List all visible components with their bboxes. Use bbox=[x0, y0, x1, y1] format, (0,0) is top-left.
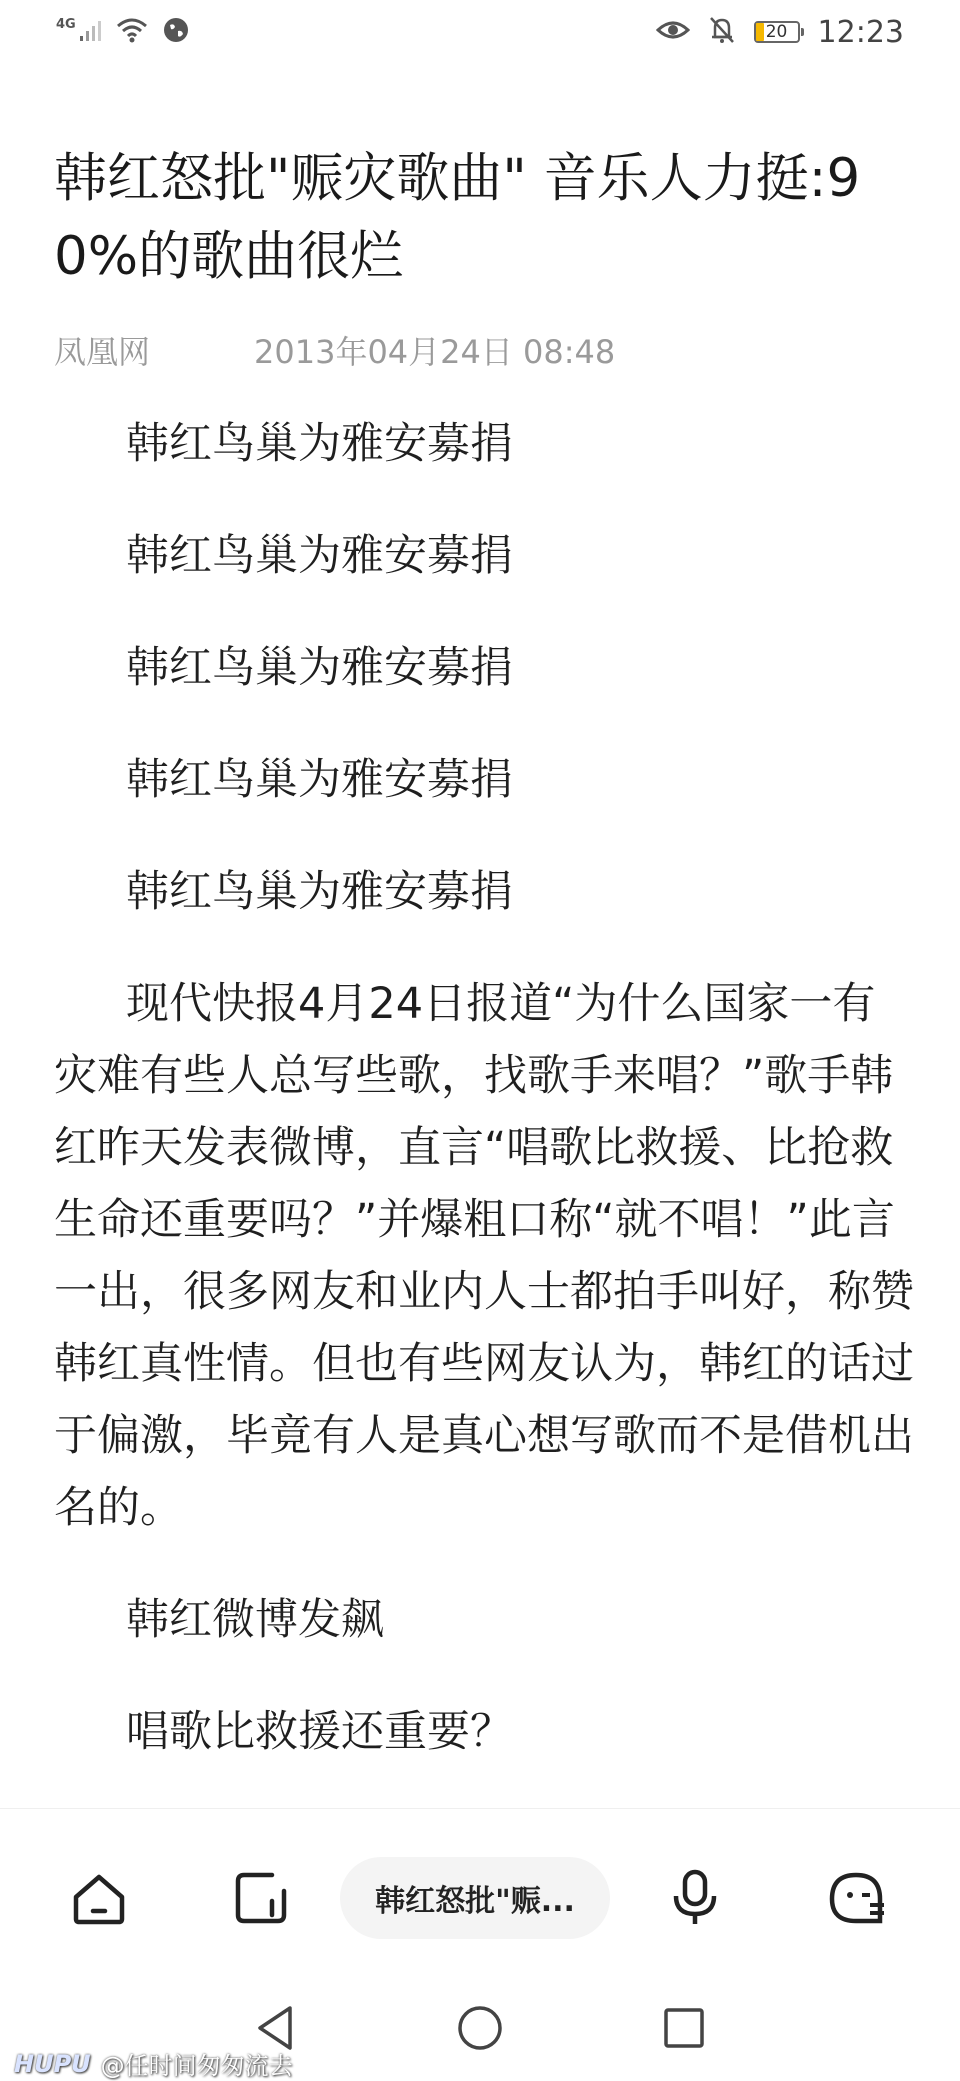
recents-icon[interactable] bbox=[654, 1998, 714, 2058]
wifi-icon bbox=[116, 17, 148, 47]
network-type: 4G bbox=[56, 16, 76, 32]
watermark bbox=[14, 2046, 293, 2081]
bell-off-icon bbox=[708, 15, 736, 49]
battery-level: 20 bbox=[765, 22, 788, 42]
article-title: 韩红怒批"赈灾歌曲" 音乐人力挺:90%的歌曲很烂 bbox=[54, 148, 861, 287]
tabs-icon[interactable] bbox=[226, 1863, 296, 1933]
article bbox=[54, 140, 914, 1808]
home-circle-icon[interactable] bbox=[450, 1998, 510, 2058]
watermark-brand: HUPU bbox=[14, 2049, 91, 2078]
eye-icon bbox=[656, 18, 690, 46]
status-bar bbox=[0, 0, 960, 64]
status-left bbox=[56, 14, 190, 50]
microphone-icon[interactable] bbox=[660, 1863, 730, 1933]
assistant-icon[interactable] bbox=[822, 1863, 892, 1933]
signal-icon bbox=[80, 18, 102, 46]
clock: 12:23 bbox=[817, 14, 904, 50]
globe-icon bbox=[162, 16, 190, 48]
battery-fill bbox=[756, 23, 764, 41]
status-right bbox=[656, 14, 904, 50]
article-meta bbox=[54, 328, 914, 372]
article-source[interactable]: 凤凰网 bbox=[54, 333, 151, 371]
home-icon[interactable] bbox=[64, 1863, 134, 1933]
article-paragraph: 韩红鸟巢为雅安募捐 bbox=[126, 643, 513, 693]
article-paragraph: 韩红微博发飙 bbox=[126, 1595, 384, 1645]
article-paragraph: 唱歌比救援还重要？ bbox=[126, 1707, 513, 1757]
article-paragraph: 韩红鸟巢为雅安募捐 bbox=[126, 419, 513, 469]
article-paragraph: 韩红鸟巢为雅安募捐 bbox=[126, 531, 513, 581]
article-date: 2013年04月24日 08:48 bbox=[254, 333, 616, 371]
article-paragraph: 现代快报4月24日报道“为什么国家一有灾难有些人总写些歌，找歌手来唱？”歌手韩红昨天发表微博，直言“唱歌比救援、比抢救生命还重要吗？”并爆粗口称“就不唱！”此言一出，很多网友和业内人士都拍手叫好，称赞韩红真性情。但也有些网友认为，韩红的话过于偏激，毕竟有人是真心想写歌而不是借机出名的。 bbox=[54, 979, 914, 1533]
article-paragraph: 韩红鸟巢为雅安募捐 bbox=[126, 755, 513, 805]
current-tab-title[interactable]: 韩红怒批"赈... bbox=[340, 1857, 610, 1939]
browser-bottom-bar bbox=[0, 1808, 960, 1989]
article-paragraph: 韩红鸟巢为雅安募捐 bbox=[126, 867, 513, 917]
watermark-user: @任时间匆匆流去 bbox=[100, 2052, 293, 2080]
battery-icon bbox=[754, 21, 800, 43]
article-body bbox=[54, 408, 914, 1768]
